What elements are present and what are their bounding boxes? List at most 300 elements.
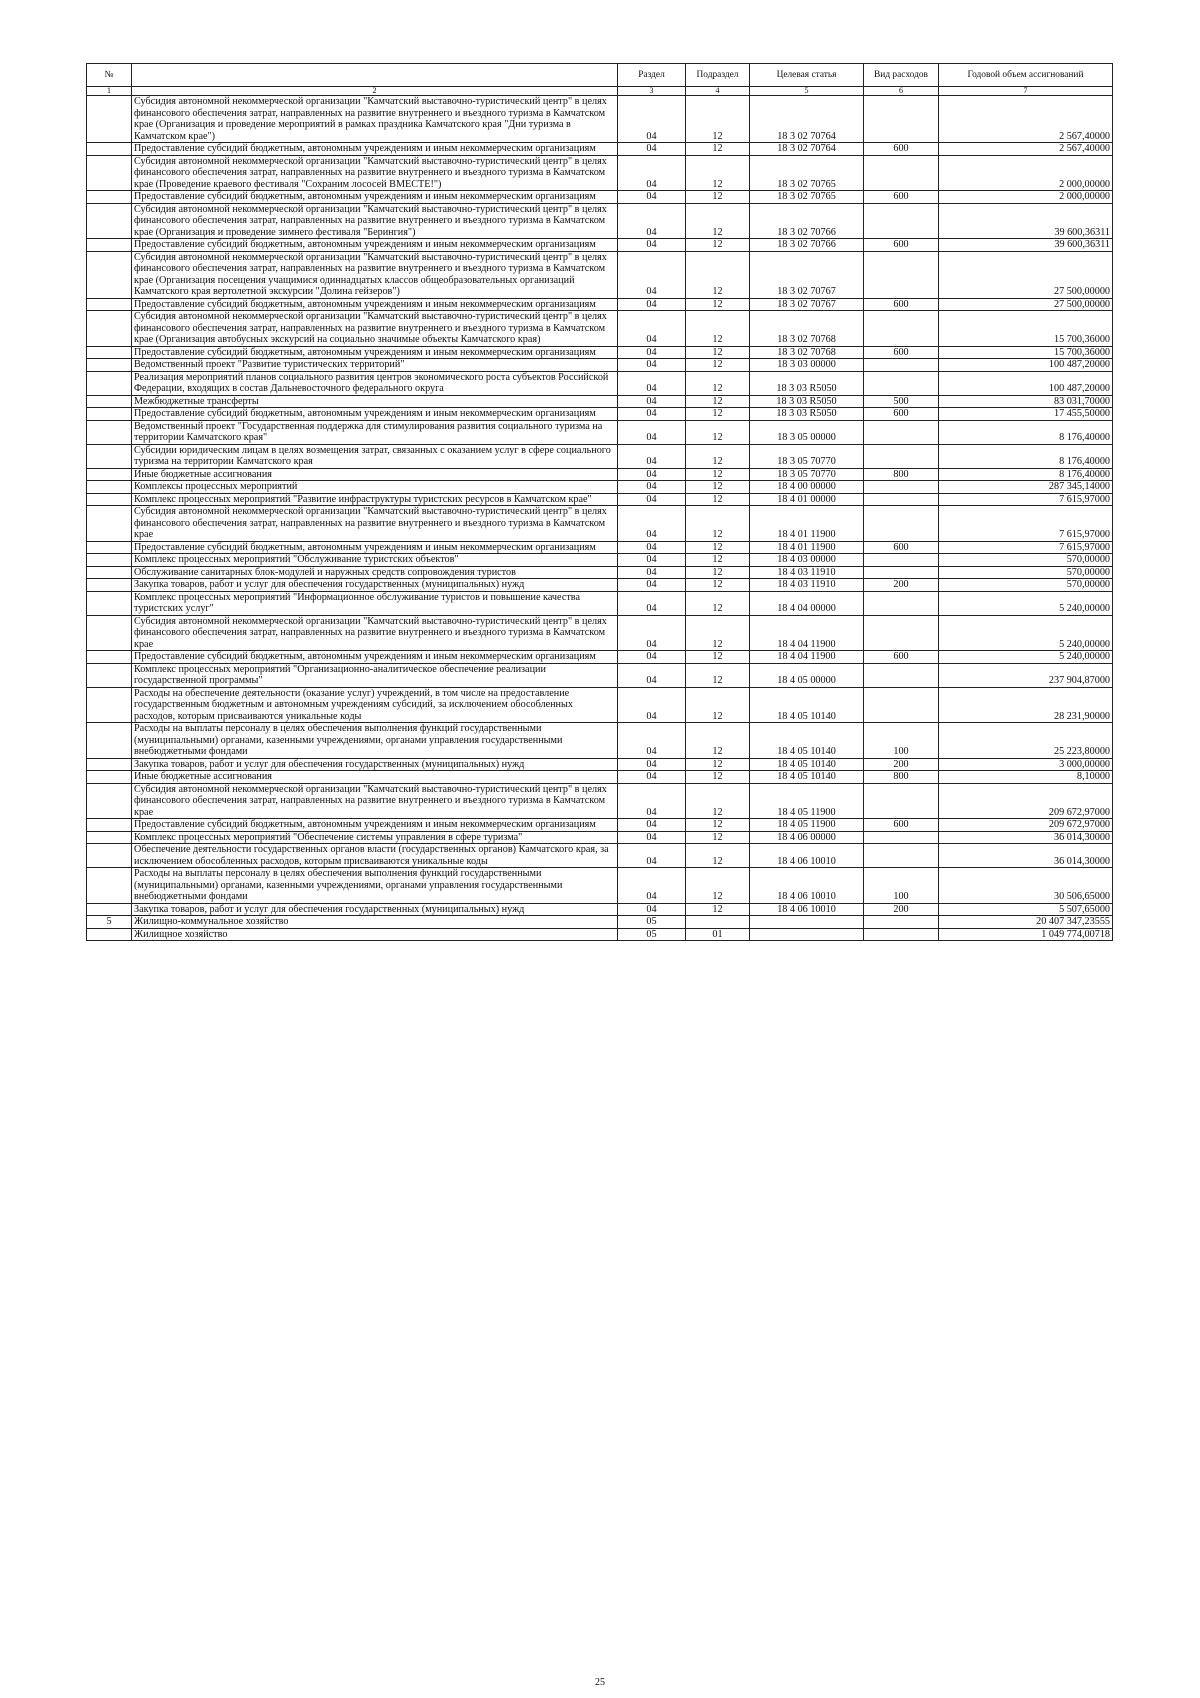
- table-row: [87, 311, 1113, 347]
- row-name: Обслуживание санитарных блок-модулей и наружных средств сопровождения туристов: [132, 566, 618, 579]
- row-target: 18 3 03 R5050: [750, 371, 864, 395]
- row-amount: 8 176,40000: [939, 420, 1113, 444]
- row-section: 04: [618, 96, 686, 143]
- row-amount: 25 223,80000: [939, 723, 1113, 759]
- row-subsection: 12: [686, 359, 750, 372]
- row-target: 18 4 05 10140: [750, 723, 864, 759]
- row-amount: 27 500,00000: [939, 251, 1113, 298]
- row-subsection: 12: [686, 506, 750, 542]
- row-subsection: 12: [686, 844, 750, 868]
- row-number: [87, 420, 132, 444]
- table-row: [87, 928, 1113, 941]
- row-subsection: 12: [686, 155, 750, 191]
- row-section: 04: [618, 579, 686, 592]
- row-expense-type: 500: [864, 395, 939, 408]
- row-name: Субсидия автономной некоммерческой организации "Камчатский выставочно-туристический центр" в целях финансового обеспечения затрат, направленных на развитие внутреннего и въездного туризма в Камчатском крае (Организация автобусных экскурсий на социально значимые объекты Камчатского края): [132, 311, 618, 347]
- table-row: [87, 298, 1113, 311]
- row-subsection: 12: [686, 554, 750, 567]
- row-target: 18 4 05 10140: [750, 687, 864, 723]
- header-row: [87, 64, 1113, 87]
- row-amount: 2 000,00000: [939, 155, 1113, 191]
- row-name: Жилищно-коммунальное хозяйство: [132, 916, 618, 929]
- row-section: 04: [618, 408, 686, 421]
- row-target: 18 4 03 00000: [750, 554, 864, 567]
- row-section: 04: [618, 493, 686, 506]
- row-name: Закупка товаров, работ и услуг для обеспечения государственных (муниципальных) нужд: [132, 903, 618, 916]
- row-amount: 36 014,30000: [939, 831, 1113, 844]
- row-section: 04: [618, 191, 686, 204]
- column-number: 6: [864, 87, 939, 96]
- row-target: 18 3 02 70767: [750, 251, 864, 298]
- row-expense-type: [864, 371, 939, 395]
- row-amount: 20 407 347,23555: [939, 916, 1113, 929]
- row-amount: 5 240,00000: [939, 651, 1113, 664]
- row-expense-type: [864, 783, 939, 819]
- row-name: Субсидия автономной некоммерческой организации "Камчатский выставочно-туристический центр" в целях финансового обеспечения затрат, направленных на развитие внутреннего и въездного туризма в Камчатском крае (Организация и проведение мероприятий в рамках праздника Камчатского края "Дни туризма в Камчатском крае"): [132, 96, 618, 143]
- row-section: 04: [618, 371, 686, 395]
- row-name: Предоставление субсидий бюджетным, автономным учреждениям и иным некоммерческим организациям: [132, 651, 618, 664]
- row-subsection: 12: [686, 408, 750, 421]
- row-number: [87, 579, 132, 592]
- row-section: 04: [618, 444, 686, 468]
- row-expense-type: [864, 493, 939, 506]
- row-target: 18 3 02 70768: [750, 346, 864, 359]
- row-target: 18 3 02 70764: [750, 96, 864, 143]
- row-name: Расходы на обеспечение деятельности (оказание услуг) учреждений, в том числе на предоставление государственным бюджетным и автономным учреждениям субсидий, за исключением обособленных расходов, которым присваиваются уникальные коды: [132, 687, 618, 723]
- row-amount: 2 567,40000: [939, 143, 1113, 156]
- row-number: [87, 444, 132, 468]
- row-subsection: 12: [686, 663, 750, 687]
- row-name: Ведомственный проект "Развитие туристических территорий": [132, 359, 618, 372]
- row-number: [87, 868, 132, 904]
- row-name: Комплекс процессных мероприятий "Развитие инфраструктуры туристских ресурсов в Камчатском крае": [132, 493, 618, 506]
- column-number: 7: [939, 87, 1113, 96]
- row-subsection: 12: [686, 371, 750, 395]
- row-expense-type: [864, 566, 939, 579]
- row-expense-type: 800: [864, 468, 939, 481]
- row-target: 18 4 06 10010: [750, 868, 864, 904]
- row-name: Комплекс процессных мероприятий "Обслуживание туристских объектов": [132, 554, 618, 567]
- row-expense-type: 800: [864, 771, 939, 784]
- row-section: 04: [618, 251, 686, 298]
- table-row: [87, 346, 1113, 359]
- row-section: 04: [618, 819, 686, 832]
- row-number: [87, 481, 132, 494]
- row-expense-type: [864, 481, 939, 494]
- row-section: 04: [618, 311, 686, 347]
- row-target: 18 4 05 11900: [750, 783, 864, 819]
- table-row: [87, 687, 1113, 723]
- row-expense-type: 600: [864, 651, 939, 664]
- table-row: [87, 868, 1113, 904]
- row-section: 04: [618, 663, 686, 687]
- row-expense-type: 600: [864, 346, 939, 359]
- row-amount: 2 567,40000: [939, 96, 1113, 143]
- row-subsection: 12: [686, 191, 750, 204]
- column-number: 1: [87, 87, 132, 96]
- row-target: [750, 928, 864, 941]
- row-number: [87, 298, 132, 311]
- table-row: [87, 239, 1113, 252]
- row-target: 18 4 01 11900: [750, 506, 864, 542]
- row-expense-type: 600: [864, 143, 939, 156]
- row-target: 18 4 05 10140: [750, 771, 864, 784]
- row-amount: 15 700,36000: [939, 311, 1113, 347]
- row-number: [87, 203, 132, 239]
- row-section: 04: [618, 831, 686, 844]
- row-expense-type: [864, 96, 939, 143]
- row-number: [87, 408, 132, 421]
- row-name: Расходы на выплаты персоналу в целях обеспечения выполнения функций государственными (муниципальными) органами, казенными учреждениями, органами управления государственными внебюджетными фондами: [132, 723, 618, 759]
- row-name: Межбюджетные трансферты: [132, 395, 618, 408]
- row-number: [87, 566, 132, 579]
- row-subsection: 12: [686, 903, 750, 916]
- row-target: 18 4 01 00000: [750, 493, 864, 506]
- table-row: [87, 371, 1113, 395]
- column-number: 5: [750, 87, 864, 96]
- table-row: [87, 591, 1113, 615]
- row-target: 18 4 05 11900: [750, 819, 864, 832]
- row-subsection: 12: [686, 651, 750, 664]
- row-section: 04: [618, 395, 686, 408]
- row-name: Комплекс процессных мероприятий "Обеспечение системы управления в сфере туризма": [132, 831, 618, 844]
- row-subsection: 12: [686, 831, 750, 844]
- row-subsection: 12: [686, 468, 750, 481]
- row-target: 18 3 02 70764: [750, 143, 864, 156]
- row-section: 04: [618, 615, 686, 651]
- row-number: [87, 541, 132, 554]
- row-expense-type: 600: [864, 819, 939, 832]
- row-amount: 7 615,97000: [939, 541, 1113, 554]
- row-section: 04: [618, 143, 686, 156]
- row-amount: 7 615,97000: [939, 493, 1113, 506]
- row-number: [87, 723, 132, 759]
- row-name: Закупка товаров, работ и услуг для обеспечения государственных (муниципальных) нужд: [132, 758, 618, 771]
- row-subsection: 12: [686, 395, 750, 408]
- table-row: [87, 155, 1113, 191]
- row-subsection: 12: [686, 783, 750, 819]
- row-amount: 287 345,14000: [939, 481, 1113, 494]
- row-number: [87, 371, 132, 395]
- row-section: 04: [618, 420, 686, 444]
- row-section: 04: [618, 844, 686, 868]
- row-section: 04: [618, 554, 686, 567]
- table-row: [87, 203, 1113, 239]
- row-name: Субсидия автономной некоммерческой организации "Камчатский выставочно-туристический центр" в целях финансового обеспечения затрат, направленных на развитие внутреннего и въездного туризма в Камчатском крае (Организация посещения учащимися одиннадцатых классов общеобразовательных организаций Камчатского края вертолетной экскурсии "Долина гейзеров"): [132, 251, 618, 298]
- row-target: 18 4 04 00000: [750, 591, 864, 615]
- row-subsection: 12: [686, 758, 750, 771]
- row-number: [87, 493, 132, 506]
- row-amount: 100 487,20000: [939, 359, 1113, 372]
- row-name: Закупка товаров, работ и услуг для обеспечения государственных (муниципальных) нужд: [132, 579, 618, 592]
- header-target: Целевая статья: [750, 64, 864, 87]
- row-subsection: 12: [686, 203, 750, 239]
- row-expense-type: [864, 420, 939, 444]
- row-section: 04: [618, 687, 686, 723]
- row-section: 04: [618, 346, 686, 359]
- budget-sheet: [86, 63, 1112, 941]
- row-amount: 15 700,36000: [939, 346, 1113, 359]
- header-subsection: Подраздел: [686, 64, 750, 87]
- row-number: [87, 591, 132, 615]
- table-row: [87, 143, 1113, 156]
- row-name: Реализация мероприятий планов социального развития центров экономического роста субъектов Российской Федерации, входящих в состав Дальневосточного федерального округа: [132, 371, 618, 395]
- header-amount: Годовой объем ассигнований: [939, 64, 1113, 87]
- row-expense-type: [864, 506, 939, 542]
- row-target: 18 3 02 70767: [750, 298, 864, 311]
- table-row: [87, 481, 1113, 494]
- row-subsection: 01: [686, 928, 750, 941]
- column-number-row: [87, 87, 1113, 96]
- row-amount: 36 014,30000: [939, 844, 1113, 868]
- row-amount: 39 600,36311: [939, 203, 1113, 239]
- row-name: Жилищное хозяйство: [132, 928, 618, 941]
- table-row: [87, 663, 1113, 687]
- row-amount: 8 176,40000: [939, 444, 1113, 468]
- row-expense-type: [864, 591, 939, 615]
- row-target: 18 3 02 70768: [750, 311, 864, 347]
- row-section: 04: [618, 506, 686, 542]
- row-name: Иные бюджетные ассигнования: [132, 771, 618, 784]
- row-amount: 7 615,97000: [939, 506, 1113, 542]
- row-name: Субсидии юридическим лицам в целях возмещения затрат, связанных с оказанием услуг в сфере социального туризма на территории Камчатского края: [132, 444, 618, 468]
- row-subsection: 12: [686, 771, 750, 784]
- row-number: [87, 758, 132, 771]
- row-name: Ведомственный проект "Государственная поддержка для стимулирования развития социального туризма на территории Камчатского края": [132, 420, 618, 444]
- row-name: Субсидия автономной некоммерческой организации "Камчатский выставочно-туристический центр" в целях финансового обеспечения затрат, направленных на развитие внутреннего и въездного туризма в Камчатском крае (Проведение краевого фестиваля "Сохраним лососей ВМЕСТЕ!"): [132, 155, 618, 191]
- row-number: [87, 96, 132, 143]
- table-row: [87, 493, 1113, 506]
- table-row: [87, 723, 1113, 759]
- budget-table: [86, 63, 1113, 941]
- table-row: [87, 395, 1113, 408]
- row-expense-type: 200: [864, 903, 939, 916]
- row-expense-type: [864, 444, 939, 468]
- row-number: [87, 251, 132, 298]
- row-section: 04: [618, 723, 686, 759]
- row-name: Иные бюджетные ассигнования: [132, 468, 618, 481]
- table-row: [87, 831, 1113, 844]
- row-name: Субсидия автономной некоммерческой организации "Камчатский выставочно-туристический центр" в целях финансового обеспечения затрат, направленных на развитие внутреннего и въездного туризма в Камчатском крае: [132, 615, 618, 651]
- row-expense-type: [864, 928, 939, 941]
- row-amount: 30 506,65000: [939, 868, 1113, 904]
- row-section: 04: [618, 903, 686, 916]
- row-name: Предоставление субсидий бюджетным, автономным учреждениям и иным некоммерческим организациям: [132, 298, 618, 311]
- row-section: 05: [618, 916, 686, 929]
- row-target: 18 4 04 11900: [750, 651, 864, 664]
- row-amount: 100 487,20000: [939, 371, 1113, 395]
- row-expense-type: 600: [864, 408, 939, 421]
- row-number: [87, 346, 132, 359]
- row-name: Предоставление субсидий бюджетным, автономным учреждениям и иным некоммерческим организациям: [132, 408, 618, 421]
- header-name: [132, 64, 618, 87]
- row-target: 18 3 03 00000: [750, 359, 864, 372]
- table-row: [87, 408, 1113, 421]
- table-row: [87, 96, 1113, 143]
- row-number: [87, 687, 132, 723]
- row-expense-type: [864, 311, 939, 347]
- row-expense-type: [864, 844, 939, 868]
- row-subsection: 12: [686, 311, 750, 347]
- row-amount: 1 049 774,00718: [939, 928, 1113, 941]
- row-subsection: 12: [686, 143, 750, 156]
- table-row: [87, 819, 1113, 832]
- row-section: 04: [618, 783, 686, 819]
- row-subsection: 12: [686, 298, 750, 311]
- row-number: [87, 554, 132, 567]
- table-row: [87, 758, 1113, 771]
- row-section: 04: [618, 868, 686, 904]
- table-row: [87, 566, 1113, 579]
- row-name: Обеспечение деятельности государственных органов власти (государственных органов) Камчатского края, за исключением обособленных расходов, которым присваиваются уникальные коды: [132, 844, 618, 868]
- row-target: 18 4 06 10010: [750, 903, 864, 916]
- row-section: 04: [618, 298, 686, 311]
- row-section: 04: [618, 651, 686, 664]
- row-subsection: 12: [686, 444, 750, 468]
- row-expense-type: [864, 359, 939, 372]
- row-name: Субсидия автономной некоммерческой организации "Камчатский выставочно-туристический центр" в целях финансового обеспечения затрат, направленных на развитие внутреннего и въездного туризма в Камчатском крае: [132, 783, 618, 819]
- row-amount: 17 455,50000: [939, 408, 1113, 421]
- table-row: [87, 506, 1113, 542]
- row-number: [87, 663, 132, 687]
- row-expense-type: [864, 916, 939, 929]
- row-number: [87, 143, 132, 156]
- row-target: 18 3 03 R5050: [750, 395, 864, 408]
- row-amount: 8 176,40000: [939, 468, 1113, 481]
- row-amount: 570,00000: [939, 566, 1113, 579]
- row-number: [87, 844, 132, 868]
- row-name: Предоставление субсидий бюджетным, автономным учреждениям и иным некоммерческим организациям: [132, 346, 618, 359]
- row-number: [87, 191, 132, 204]
- row-name: Комплекс процессных мероприятий "Организационно-аналитическое обеспечение реализации государственной программы": [132, 663, 618, 687]
- row-subsection: [686, 916, 750, 929]
- row-name: Комплекс процессных мероприятий "Информационное обслуживание туристов и повышение качества туристских услуг": [132, 591, 618, 615]
- row-subsection: 12: [686, 420, 750, 444]
- row-number: [87, 395, 132, 408]
- table-row: [87, 844, 1113, 868]
- row-name: Субсидия автономной некоммерческой организации "Камчатский выставочно-туристический центр" в целях финансового обеспечения затрат, направленных на развитие внутреннего и въездного туризма в Камчатском крае (Организация и проведение зимнего фестиваля "Берингия"): [132, 203, 618, 239]
- table-row: [87, 903, 1113, 916]
- row-section: 04: [618, 155, 686, 191]
- row-amount: 570,00000: [939, 554, 1113, 567]
- row-section: 04: [618, 239, 686, 252]
- row-expense-type: 600: [864, 191, 939, 204]
- table-row: [87, 359, 1113, 372]
- row-section: 04: [618, 758, 686, 771]
- row-number: [87, 359, 132, 372]
- row-target: 18 3 02 70766: [750, 203, 864, 239]
- row-target: 18 3 03 R5050: [750, 408, 864, 421]
- table-row: [87, 554, 1113, 567]
- row-subsection: 12: [686, 239, 750, 252]
- row-section: 04: [618, 541, 686, 554]
- row-expense-type: [864, 831, 939, 844]
- row-target: 18 3 02 70765: [750, 155, 864, 191]
- row-target: [750, 916, 864, 929]
- row-subsection: 12: [686, 615, 750, 651]
- header-section: Раздел: [618, 64, 686, 87]
- row-expense-type: [864, 554, 939, 567]
- header-expense-type: Вид расходов: [864, 64, 939, 87]
- row-target: 18 4 03 11910: [750, 566, 864, 579]
- row-subsection: 12: [686, 723, 750, 759]
- table-row: [87, 420, 1113, 444]
- row-section: 04: [618, 359, 686, 372]
- row-number: 5: [87, 916, 132, 929]
- row-number: [87, 819, 132, 832]
- row-number: [87, 928, 132, 941]
- row-section: 05: [618, 928, 686, 941]
- row-number: [87, 506, 132, 542]
- row-expense-type: [864, 251, 939, 298]
- row-subsection: 12: [686, 493, 750, 506]
- row-subsection: 12: [686, 566, 750, 579]
- table-row: [87, 615, 1113, 651]
- row-amount: 209 672,97000: [939, 783, 1113, 819]
- row-number: [87, 831, 132, 844]
- row-target: 18 4 01 11900: [750, 541, 864, 554]
- row-target: 18 4 06 10010: [750, 844, 864, 868]
- row-amount: 5 240,00000: [939, 615, 1113, 651]
- row-subsection: 12: [686, 868, 750, 904]
- row-expense-type: [864, 155, 939, 191]
- table-row: [87, 468, 1113, 481]
- column-number: 3: [618, 87, 686, 96]
- row-number: [87, 311, 132, 347]
- row-name: Предоставление субсидий бюджетным, автономным учреждениям и иным некоммерческим организациям: [132, 239, 618, 252]
- row-name: Комплексы процессных мероприятий: [132, 481, 618, 494]
- row-section: 04: [618, 481, 686, 494]
- row-target: 18 3 05 70770: [750, 468, 864, 481]
- row-expense-type: [864, 615, 939, 651]
- table-row: [87, 783, 1113, 819]
- row-number: [87, 651, 132, 664]
- row-expense-type: 600: [864, 239, 939, 252]
- row-amount: 39 600,36311: [939, 239, 1113, 252]
- row-amount: 27 500,00000: [939, 298, 1113, 311]
- row-number: [87, 783, 132, 819]
- row-number: [87, 239, 132, 252]
- row-number: [87, 468, 132, 481]
- row-expense-type: [864, 203, 939, 239]
- table-row: [87, 651, 1113, 664]
- row-target: 18 4 04 11900: [750, 615, 864, 651]
- row-amount: 28 231,90000: [939, 687, 1113, 723]
- row-number: [87, 903, 132, 916]
- row-subsection: 12: [686, 346, 750, 359]
- table-row: [87, 771, 1113, 784]
- row-name: Предоставление субсидий бюджетным, автономным учреждениям и иным некоммерческим организациям: [132, 541, 618, 554]
- table-row: [87, 251, 1113, 298]
- row-name: Предоставление субсидий бюджетным, автономным учреждениям и иным некоммерческим организациям: [132, 191, 618, 204]
- row-section: 04: [618, 203, 686, 239]
- row-amount: 209 672,97000: [939, 819, 1113, 832]
- row-amount: 5 240,00000: [939, 591, 1113, 615]
- row-subsection: 12: [686, 687, 750, 723]
- row-expense-type: 100: [864, 723, 939, 759]
- row-expense-type: 200: [864, 758, 939, 771]
- row-target: 18 4 00 00000: [750, 481, 864, 494]
- table-row: [87, 444, 1113, 468]
- row-target: 18 3 02 70766: [750, 239, 864, 252]
- row-amount: 5 507,65000: [939, 903, 1113, 916]
- row-section: 04: [618, 468, 686, 481]
- row-subsection: 12: [686, 481, 750, 494]
- row-expense-type: [864, 687, 939, 723]
- table-row: [87, 191, 1113, 204]
- row-amount: 2 000,00000: [939, 191, 1113, 204]
- row-name: Субсидия автономной некоммерческой организации "Камчатский выставочно-туристический центр" в целях финансового обеспечения затрат, направленных на развитие внутреннего и въездного туризма в Камчатском крае: [132, 506, 618, 542]
